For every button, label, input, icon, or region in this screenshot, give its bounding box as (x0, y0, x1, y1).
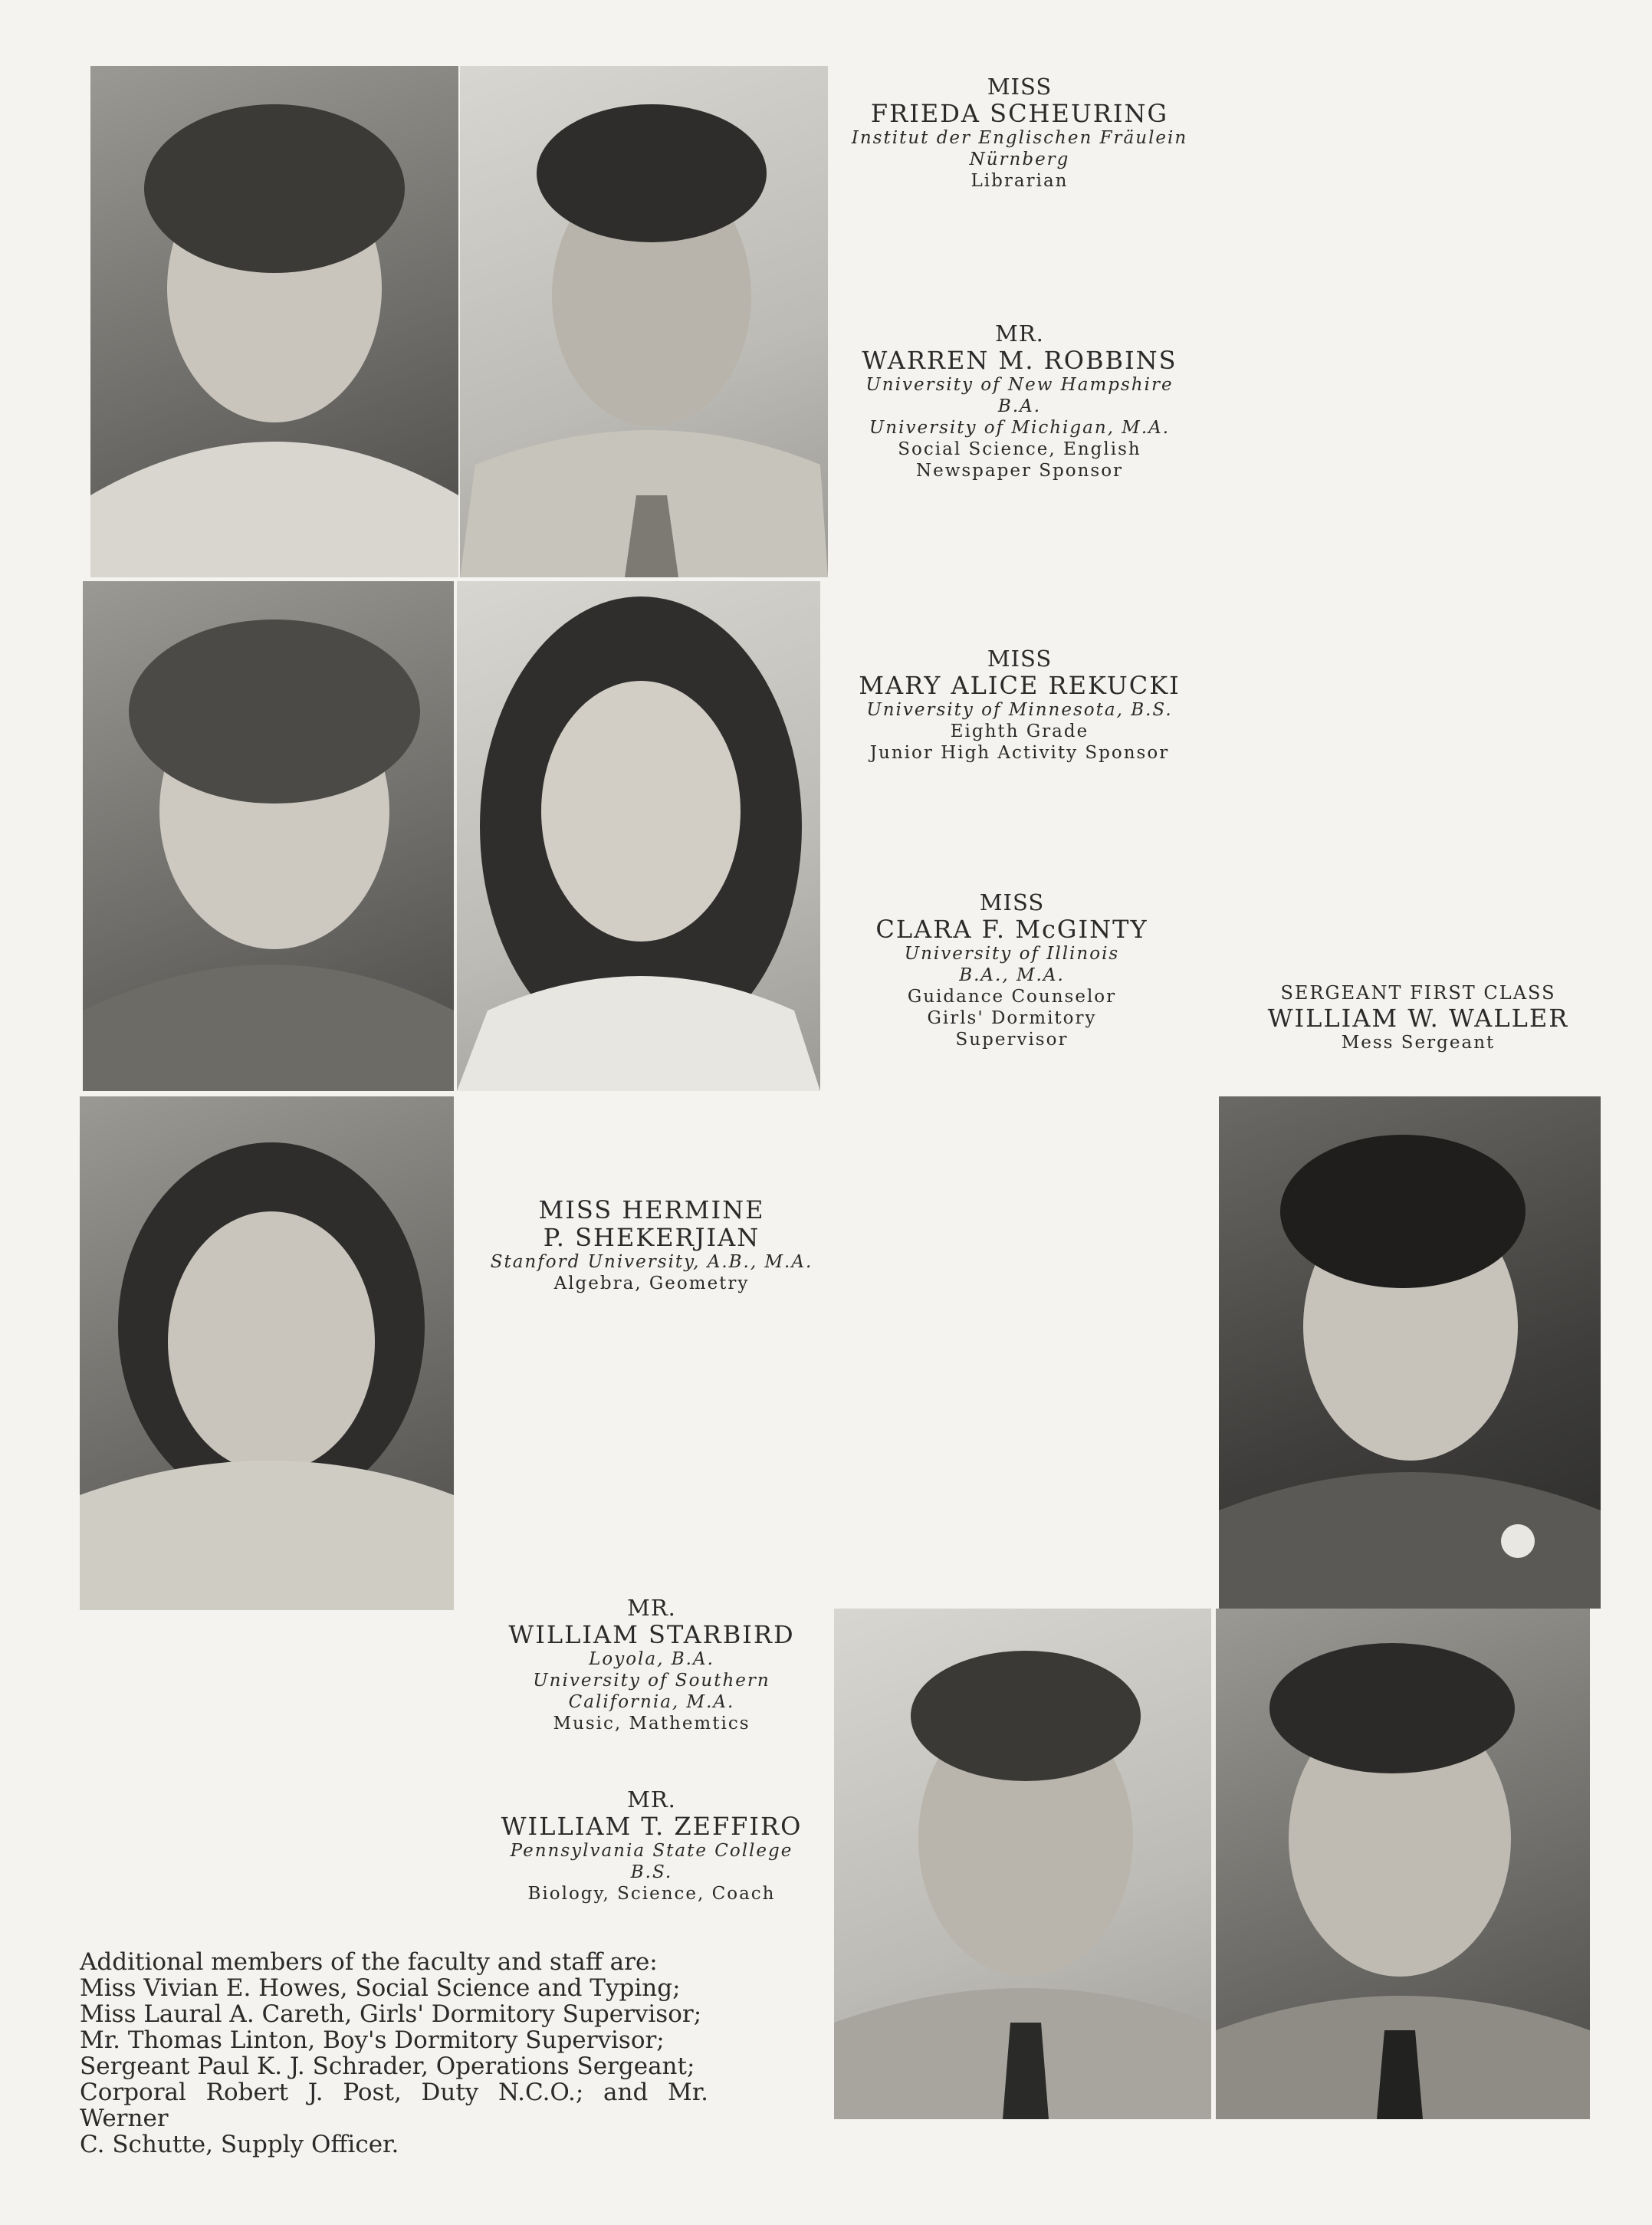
portrait-scheuring (90, 66, 458, 577)
caption-scheuring (828, 74, 1211, 192)
portrait-starbird (834, 1609, 1211, 2119)
note-line: Miss Laural A. Careth, Girls' Dormitory Supervisor; (80, 2000, 702, 2028)
staff-detail: Mess Sergeant (1341, 1033, 1496, 1053)
caption-rekucki (828, 646, 1211, 764)
staff-title: SERGEANT FIRST CLASS (1280, 982, 1556, 1004)
portrait-robbins (460, 66, 828, 577)
staff-name: CLARA F. McGINTY (875, 915, 1148, 944)
staff-title: MR. (627, 1786, 676, 1813)
staff-name: MARY ALICE REKUCKI (859, 671, 1181, 700)
caption-zeffiro (460, 1786, 843, 1905)
staff-title: MISS (987, 74, 1053, 100)
note-line: Corporal Robert J. Post, Duty N.C.O.; and Mr. Werner (80, 2079, 708, 2132)
staff-detail: Eighth Grade (950, 721, 1089, 741)
staff-detail: B.A., M.A. (959, 965, 1065, 985)
staff-detail: Loyola, B.A. (589, 1649, 714, 1669)
staff-detail: Algebra, Geometry (553, 1274, 750, 1293)
staff-title: MR. (995, 320, 1044, 347)
note-line: C. Schutte, Supply Officer. (80, 2131, 399, 2158)
staff-detail: University of New Hampshire (865, 375, 1174, 395)
staff-name: WILLIAM W. WALLER (1267, 1004, 1569, 1033)
note-line: Mr. Thomas Linton, Boy's Dormitory Supervisor; (80, 2026, 665, 2054)
staff-detail: University of Michigan, M.A. (869, 418, 1171, 438)
caption-robbins (828, 320, 1211, 481)
staff-detail: B.S. (630, 1862, 673, 1882)
staff-detail: B.A. (997, 396, 1042, 416)
additional-staff-note (80, 1949, 708, 2158)
staff-title: MISS HERMINE (538, 1195, 765, 1224)
note-line: Miss Vivian E. Howes, Social Science and Typing; (80, 1974, 681, 2002)
staff-detail: Supervisor (955, 1030, 1069, 1050)
staff-name: WILLIAM T. ZEFFIRO (501, 1812, 803, 1841)
staff-detail: University of Illinois (904, 944, 1120, 964)
staff-detail: Junior High Activity Sponsor (869, 743, 1170, 763)
staff-title: MISS (987, 646, 1053, 672)
caption-shekerjian (460, 1196, 843, 1294)
staff-detail: Music, Mathemtics (553, 1714, 750, 1734)
staff-name: WILLIAM STARBIRD (508, 1620, 795, 1649)
note-line: Additional members of the faculty and staff are: (80, 1948, 658, 1976)
staff-detail: Social Science, English (898, 439, 1141, 459)
staff-detail: Stanford University, A.B., M.A. (490, 1252, 813, 1272)
staff-detail: Biology, Science, Coach (527, 1884, 776, 1904)
staff-name: FRIEDA SCHEURING (870, 99, 1169, 128)
staff-detail: Pennsylvania State College (510, 1841, 793, 1861)
staff-title: MR. (627, 1595, 676, 1621)
staff-detail: Institut der Englischen Fräulein (851, 128, 1188, 148)
staff-detail: Newspaper Sponsor (915, 461, 1124, 481)
caption-waller (1227, 981, 1610, 1053)
portrait-mcginty (457, 581, 820, 1091)
staff-detail: Librarian (971, 171, 1069, 191)
portrait-zeffiro (1216, 1609, 1590, 2119)
staff-detail: Girls' Dormitory (927, 1008, 1097, 1028)
staff-name: WARREN M. ROBBINS (862, 346, 1177, 375)
portrait-rekucki (83, 581, 454, 1091)
caption-mcginty (820, 889, 1204, 1050)
staff-detail: University of Minnesota, B.S. (866, 700, 1173, 720)
staff-name: P. SHEKERJIAN (543, 1223, 760, 1252)
staff-detail: University of Southern (533, 1671, 770, 1691)
portrait-waller (1219, 1096, 1601, 1609)
staff-title: MISS (979, 889, 1045, 915)
portrait-shekerjian (80, 1096, 454, 1610)
note-line: Sergeant Paul K. J. Schrader, Operations Sergeant; (80, 2052, 695, 2080)
staff-detail: California, M.A. (568, 1692, 735, 1712)
caption-starbird (460, 1595, 843, 1734)
staff-detail: Guidance Counselor (907, 987, 1117, 1007)
staff-detail: Nürnberg (969, 150, 1070, 169)
